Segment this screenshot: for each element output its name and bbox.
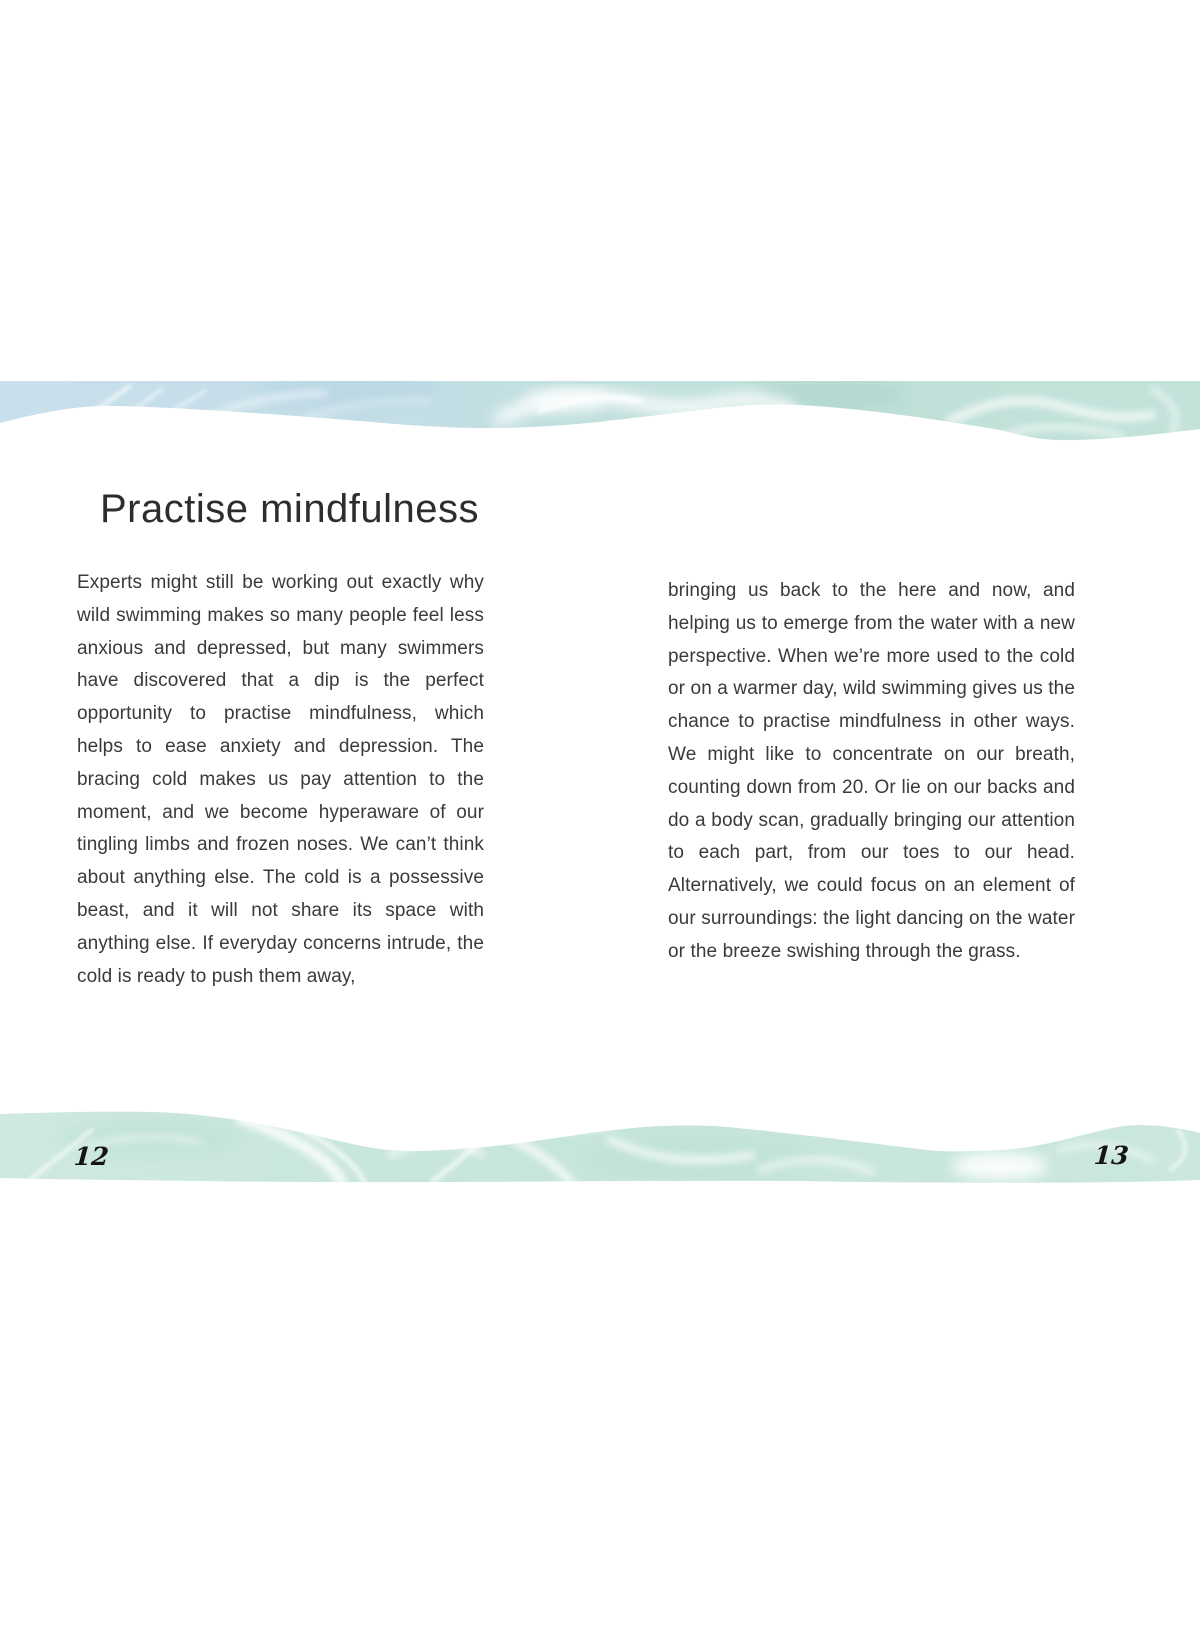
left-page-paragraph: Experts might still be working out exactly why wild swimming makes so many people feel less anxious and depressed, but many swimmers have discovered that a dip is the perfect opportunity to practise mindfulness, which helps to ease anxiety and depression. The bracing cold makes us pay attention to the moment, and we become hyperaware of our tingling limbs and frozen noses. We can’t think about anything else. The cold is a possessive beast, and it will not share its space with anything else. If everyday concerns intrude, the cold is ready to push them away, bbox=[77, 572, 484, 987]
page-title: Practise mindfulness bbox=[100, 487, 480, 531]
water-band-bottom-icon bbox=[0, 1108, 1200, 1186]
water-band-top-icon bbox=[0, 381, 1200, 443]
right-page-paragraph: bringing us back to the here and now, and helping us to emerge from the water with a new perspective. When we’re more used to the cold or on a warmer day, wild swimming gives us the chance to practise mindfulness in other ways. We might like to concentrate on our breath, counting down from 20. Or lie on our backs and do a body scan, gradually bringing our attention to each part, from our toes to our head. Alternatively, we could focus on an element of our surroundings: the light dancing on the water or the breeze swishing through the grass. bbox=[668, 580, 1075, 962]
page-number-right: 13 bbox=[1092, 1141, 1130, 1170]
page-number-left: 12 bbox=[72, 1142, 110, 1171]
